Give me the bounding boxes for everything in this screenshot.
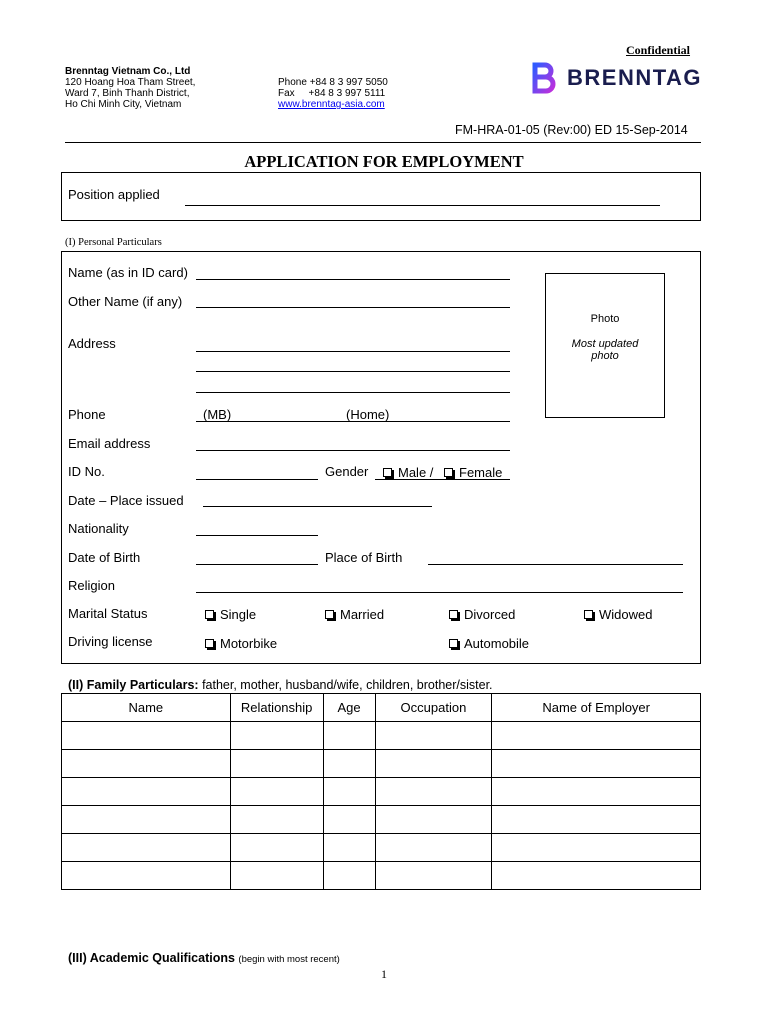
table-row[interactable] (62, 750, 701, 778)
photo-label: Photo (590, 313, 620, 325)
header-divider (65, 142, 701, 143)
marital-label: Marital Status (68, 606, 148, 621)
gender-label: Gender (325, 464, 369, 479)
nationality-field[interactable] (196, 535, 318, 536)
confidential-label: Confidential (626, 43, 691, 57)
date-place-field[interactable] (203, 506, 432, 507)
table-cell[interactable] (492, 806, 701, 834)
family-heading (68, 678, 493, 692)
id-no-label: ID No. (68, 464, 105, 479)
logo-wordmark: BRENNTAG (567, 65, 703, 90)
table-row[interactable] (62, 722, 701, 750)
brenntag-logo-icon (532, 62, 556, 96)
personal-heading: (I) Personal Particulars (65, 237, 162, 248)
checkbox-icon (449, 639, 458, 648)
table-cell[interactable] (323, 750, 375, 778)
table-row[interactable] (62, 834, 701, 862)
table-cell[interactable] (375, 862, 492, 890)
academic-heading (68, 951, 340, 965)
marital-widowed-label: Widowed (599, 607, 653, 622)
gender-male-option[interactable] (383, 465, 433, 480)
table-cell[interactable] (492, 722, 701, 750)
religion-label: Religion (68, 578, 115, 593)
checkbox-icon (205, 610, 214, 619)
marital-divorced-option[interactable] (449, 607, 515, 622)
other-name-field[interactable] (196, 307, 510, 308)
address-field-2[interactable] (196, 371, 510, 372)
name-label: Name (as in ID card) (68, 265, 188, 280)
phone-label: Phone (68, 407, 106, 422)
family-table-header (62, 694, 701, 722)
position-label: Position applied (68, 187, 160, 202)
address-field-1[interactable] (196, 351, 510, 352)
col-occupation: Occupation (375, 694, 492, 722)
marital-single-option[interactable] (205, 607, 256, 622)
family-heading-rest: father, mother, husband/wife, children, brother/sister. (198, 678, 493, 692)
table-cell[interactable] (323, 778, 375, 806)
marital-single-label: Single (220, 607, 257, 622)
brenntag-logo (532, 62, 556, 101)
phone-mb-label: (MB) (203, 407, 232, 422)
phone-home-label: (Home) (346, 407, 390, 422)
table-cell[interactable] (492, 750, 701, 778)
company-name: Brenntag Vietnam Co., Ltd (65, 66, 191, 77)
gender-female-option[interactable] (444, 465, 502, 480)
company-phone: Phone +84 8 3 997 5050 (278, 77, 388, 88)
table-cell[interactable] (323, 722, 375, 750)
col-name: Name (62, 694, 231, 722)
marital-married-label: Married (340, 607, 385, 622)
table-cell[interactable] (62, 862, 231, 890)
address-label: Address (68, 336, 116, 351)
table-cell[interactable] (230, 750, 323, 778)
gender-underline (375, 479, 510, 480)
position-field[interactable] (185, 205, 660, 206)
table-cell[interactable] (230, 806, 323, 834)
company-address-line-2: Ward 7, Binh Thanh District, (65, 88, 190, 99)
table-cell[interactable] (323, 834, 375, 862)
table-cell[interactable] (62, 834, 231, 862)
table-cell[interactable] (375, 778, 492, 806)
driving-motorbike-label: Motorbike (220, 636, 278, 651)
table-cell[interactable] (375, 750, 492, 778)
id-no-field[interactable] (196, 479, 318, 480)
gender-male-label: Male / (398, 465, 434, 480)
phone-field[interactable] (196, 421, 510, 422)
col-relationship: Relationship (230, 694, 323, 722)
photo-note-2: photo (591, 350, 619, 362)
table-row[interactable] (62, 862, 701, 890)
table-cell[interactable] (230, 722, 323, 750)
family-heading-bold: (II) Family Particulars: (68, 678, 199, 692)
table-cell[interactable] (375, 806, 492, 834)
nationality-label: Nationality (68, 521, 129, 536)
marital-divorced-label: Divorced (464, 607, 516, 622)
email-label: Email address (68, 436, 151, 451)
driving-automobile-option[interactable] (449, 636, 529, 651)
marital-widowed-option[interactable] (584, 607, 652, 622)
religion-field[interactable] (196, 592, 683, 593)
table-row[interactable] (62, 806, 701, 834)
family-table (61, 693, 701, 890)
dob-label: Date of Birth (68, 550, 141, 565)
table-cell[interactable] (62, 806, 231, 834)
company-address-line-3: Ho Chi Minh City, Vietnam (65, 99, 182, 110)
table-cell[interactable] (62, 778, 231, 806)
table-cell[interactable] (492, 834, 701, 862)
company-address-line-1: 120 Hoang Hoa Tham Street, (65, 77, 196, 88)
name-field[interactable] (196, 279, 510, 280)
table-cell[interactable] (230, 834, 323, 862)
form-code: FM-HRA-01-05 (Rev:00) ED 15-Sep-2014 (455, 123, 688, 137)
company-fax: Fax +84 8 3 997 5111 (278, 88, 386, 99)
page-title: APPLICATION FOR EMPLOYMENT (244, 152, 524, 171)
table-cell[interactable] (230, 778, 323, 806)
academic-heading-bold: (III) Academic Qualifications (68, 951, 235, 965)
pob-label: Place of Birth (325, 550, 403, 565)
table-cell[interactable] (492, 862, 701, 890)
driving-label: Driving license (68, 634, 153, 649)
company-website-link[interactable]: www.brenntag-asia.com (278, 99, 385, 110)
col-age: Age (323, 694, 375, 722)
table-cell[interactable] (62, 722, 231, 750)
address-field-3[interactable] (196, 392, 510, 393)
gender-female-label: Female (459, 465, 503, 480)
table-row[interactable] (62, 778, 701, 806)
checkbox-icon (449, 610, 458, 619)
table-cell[interactable] (230, 862, 323, 890)
checkbox-icon (444, 468, 453, 477)
other-name-label: Other Name (if any) (68, 294, 183, 309)
driving-automobile-label: Automobile (464, 636, 530, 651)
email-field[interactable] (196, 450, 510, 451)
marital-married-option[interactable] (325, 607, 384, 622)
table-cell[interactable] (492, 778, 701, 806)
driving-motorbike-option[interactable] (205, 636, 277, 651)
table-cell[interactable] (323, 806, 375, 834)
checkbox-icon (205, 639, 214, 648)
pob-field[interactable] (428, 564, 683, 565)
checkbox-icon (584, 610, 593, 619)
checkbox-icon (325, 610, 334, 619)
checkbox-icon (383, 468, 392, 477)
photo-note-1: Most updated (571, 338, 639, 350)
col-employer: Name of Employer (492, 694, 701, 722)
academic-heading-note: (begin with most recent) (238, 954, 340, 965)
table-cell[interactable] (375, 834, 492, 862)
page-number: 1 (381, 967, 387, 981)
table-cell[interactable] (62, 750, 231, 778)
dob-field[interactable] (196, 564, 318, 565)
table-cell[interactable] (375, 722, 492, 750)
table-cell[interactable] (323, 862, 375, 890)
date-place-label: Date – Place issued (68, 493, 184, 508)
